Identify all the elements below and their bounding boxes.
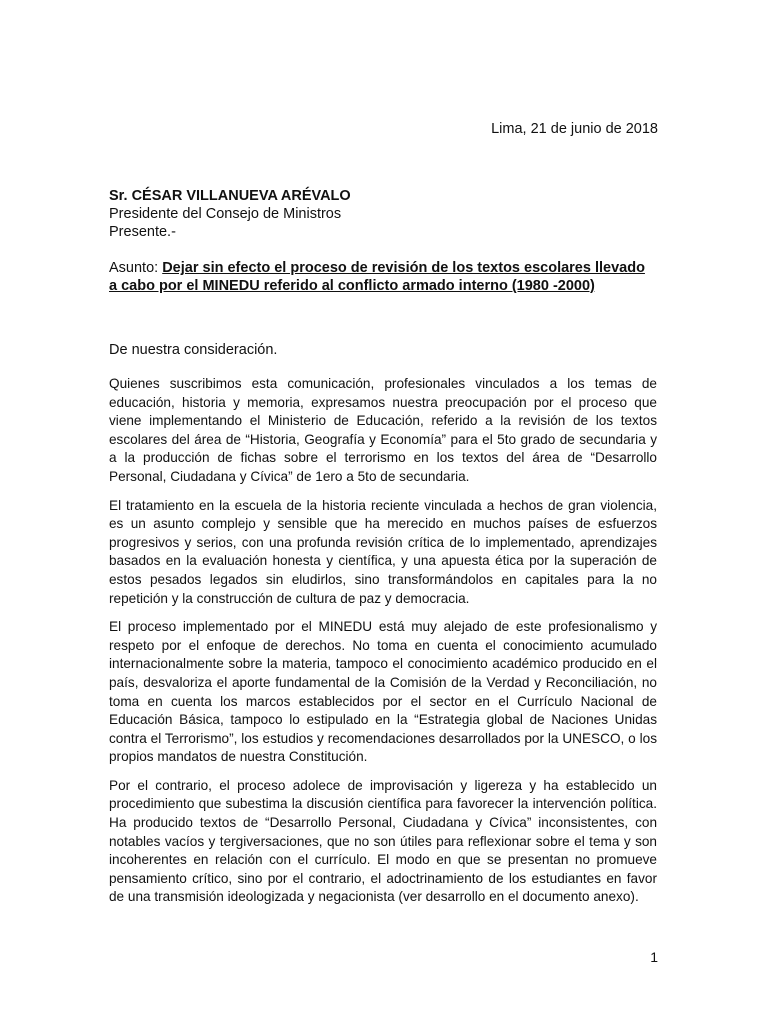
- body-paragraph-1: Quienes suscribimos esta comunicación, profesionales vinculados a los temas de educación, historia y memoria, expresamos nuestra preocupación por el proceso que viene implementando el Ministerio de Educación, referido a la revisión de los textos escolares del área de “Historia, Geografía y Economía” para el 5to grado de secundaria y a la producción de fichas sobre el terrorismo en los textos del área de “Desarrollo Personal, Ciudadana y Cívica” de 1ero a 5to de secundaria.: [109, 376, 657, 484]
- body-paragraph-2: El tratamiento en la escuela de la historia reciente vinculada a hechos de gran violencia, es un asunto complejo y sensible que ha merecido en muchos países de esfuerzos progresivos y serios, con una profunda revisión crítica de lo implementado, aprendizajes basados en la evaluación honesta y científica, y una apuesta ética por la superación de estos pesados legados sin eludirlos, sino transformándolos en capitales para la no repetición y la construcción de cultura de paz y democracia.: [109, 497, 657, 606]
- page-number: 1: [650, 949, 658, 965]
- greeting: De nuestra consideración.: [109, 342, 278, 358]
- recipient-name: Sr. CÉSAR VILLANUEVA ARÉVALO: [109, 188, 351, 204]
- subject-block: [109, 259, 657, 295]
- letter-body: [109, 375, 657, 917]
- recipient-presente: Presente.-: [109, 224, 176, 240]
- body-paragraph-4: Por el contrario, el proceso adolece de improvisación y ligereza y ha establecido un procedimiento que subestima la discusión científica para favorecer la intervención política. Ha producido textos de “Desarrollo Personal, Ciudadana y Cívica” inconsistentes, con notables vacíos y tergiversaciones, que no son útiles para reflexionar sobre el tema y son incoherentes en relación con el currículo. El modo en que se presentan no promueve pensamiento crítico, sino por el contrario, el adoctrinamiento de los estudiantes en favor de una transmisión ideologizada y negacionista (ver desarrollo en el documento anexo).: [109, 777, 657, 905]
- body-paragraph-3: El proceso implementado por el MINEDU está muy alejado de este profesionalismo y respeto por el enfoque de derechos. No toma en cuenta el conocimiento acumulado internacionalmente sobre la materia, tampoco el conocimiento académico producido en el país, desvaloriza el aporte fundamental de la Comisión de la Verdad y Reconciliación, no toma en cuenta los marcos establecidos por el sector en el Currículo Nacional de Educación Básica, tampoco lo estipulado en la “Estrategia global de Naciones Unidas contra el Terrorismo”, los estudios y recomendaciones desarrollados por la UNESCO, o los propios mandatos de nuestra Constitución.: [109, 619, 657, 765]
- subject-label: Asunto:: [109, 260, 163, 276]
- recipient-title: Presidente del Consejo de Ministros: [109, 206, 342, 222]
- subject-text: Dejar sin efecto el proceso de revisión de los textos escolares llevado a cabo por el MINEDU referido al conflicto armado interno (1980 -2000): [109, 260, 645, 294]
- recipient-block: [109, 187, 351, 241]
- letter-date: Lima, 21 de junio de 2018: [491, 121, 658, 137]
